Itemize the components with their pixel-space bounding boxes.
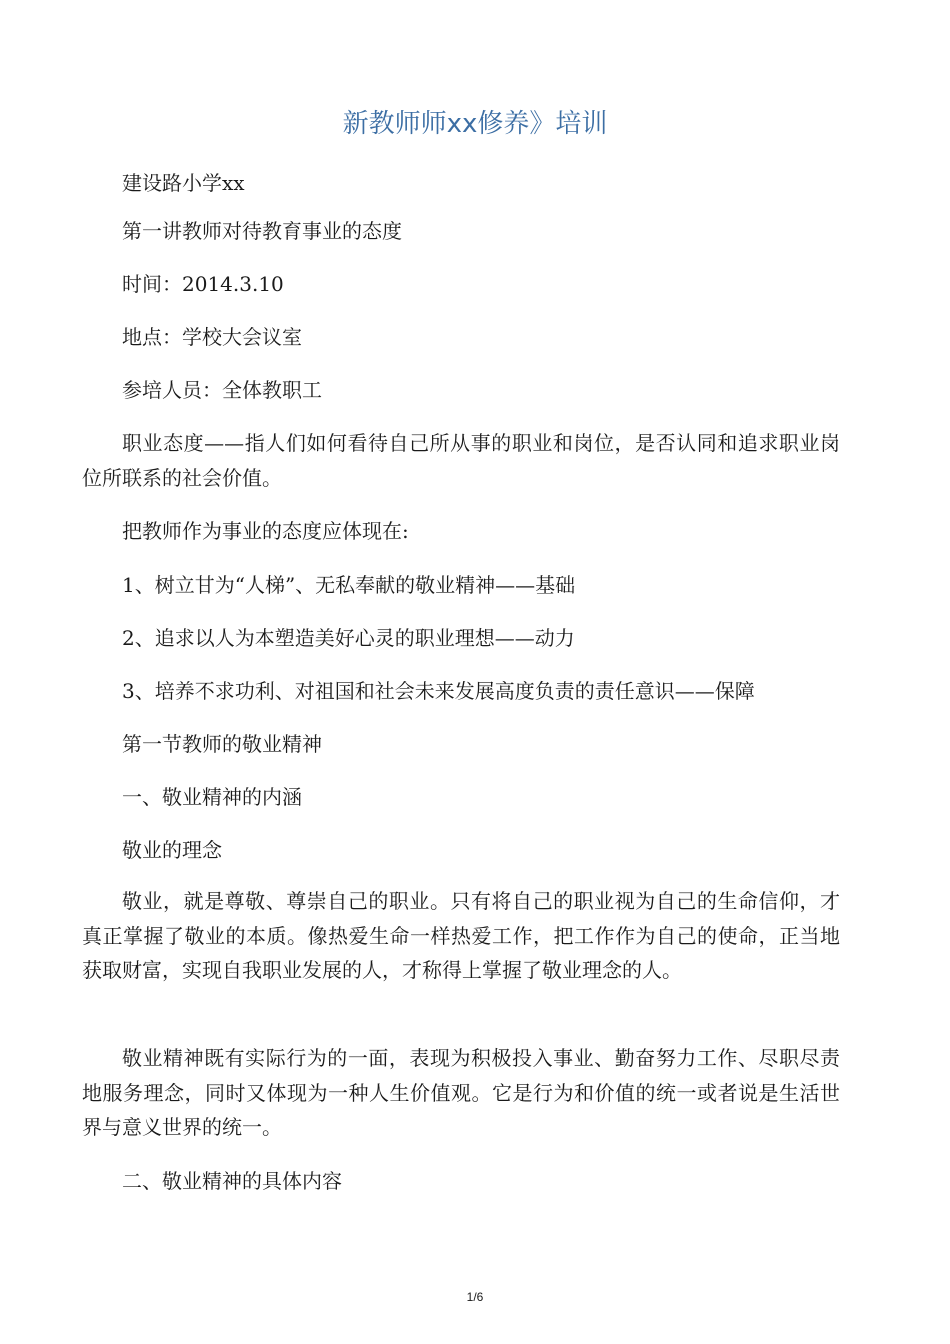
list-item-2: 2、追求以人为本塑造美好心灵的职业理想——动力 xyxy=(122,626,575,650)
section-heading-1: 第一节教师的敬业精神 xyxy=(122,732,322,756)
paragraph-attitude-definition: 职业态度——指人们如何看待自己所从事的职业和岗位，是否认同和追求职业岗位所联系的社会价值。 xyxy=(82,431,840,490)
list-item-1: 1、树立甘为“人梯”、无私奉献的敬业精神——基础 xyxy=(122,573,576,597)
paragraph-location: 地点：学校大会议室 xyxy=(122,325,302,349)
document-title: 新教师师xx修养》培训 xyxy=(342,109,608,139)
paragraph-time: 时间：2014.3.10 xyxy=(122,272,284,296)
subsection-heading-2: 二、敬业精神的具体内容 xyxy=(122,1169,342,1193)
paragraph-dedication-concept: 敬业，就是尊敬、尊崇自己的职业。只有将自己的职业视为自己的生命信仰，才真正掌握了敬业的本质。像热爱生命一样热爱工作，把工作作为自己的使命，正当地获取财富，实现自我职业发展的人，才称得上掌握了敬业理念的人。 xyxy=(82,889,840,982)
paragraph-lecture-title: 第一讲教师对待教育事业的态度 xyxy=(122,219,402,243)
paragraph-school: 建设路小学xx xyxy=(122,171,245,195)
paragraph-dedication-spirit: 敬业精神既有实际行为的一面，表现为积极投入事业、勤奋努力工作、尽职尽责地服务理念，同时又体现为一种人生价值观。它是行为和价值的统一或者说是生活世界与意义世界的统一。 xyxy=(82,1046,840,1139)
paragraph-should-reflect: 把教师作为事业的态度应体现在: xyxy=(122,519,409,543)
page-number: 1/6 xyxy=(466,1290,484,1304)
paragraph-participants: 参培人员：全体教职工 xyxy=(122,378,322,402)
list-item-3: 3、培养不求功利、对祖国和社会未来发展高度负责的责任意识——保障 xyxy=(122,679,755,703)
subsection-heading-1: 一、敬业精神的内涵 xyxy=(122,785,302,809)
subsection-heading-concept: 敬业的理念 xyxy=(122,838,222,862)
